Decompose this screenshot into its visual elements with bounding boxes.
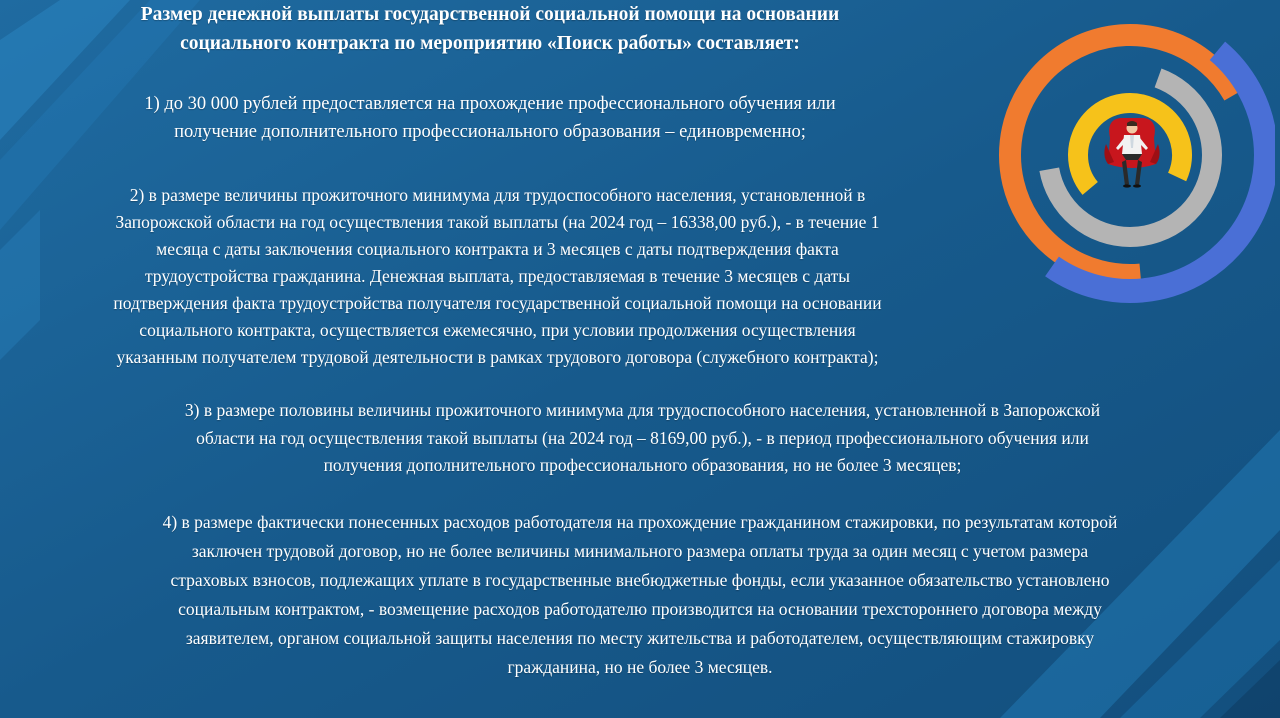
paragraph-line: трудоустройства гражданина. Денежная выплата, предоставляемая в течение 3 месяцев с даты (144, 266, 851, 286)
paragraph-item-1 (20, 90, 960, 146)
paragraph-line: Запорожской области на год осуществления такой выплаты (на 2024 год – 16338,00 руб.), - в течение 1 (115, 212, 880, 232)
paragraph-line: заключен трудовой договор, но не более величины минимального размера оплаты труда за один месяц с учетом размера (191, 541, 1089, 561)
paragraph-line: получения дополнительного профессионального образования, но не более 3 месяцев; (323, 455, 962, 475)
paragraph-item-3 (30, 397, 1255, 480)
paragraph-line: страховых взносов, подлежащих уплате в государственные внебюджетные фонды, если указанное обязательство установлено (170, 570, 1110, 590)
heading-line: социального контракта по мероприятию «Поиск работы» составляет: (180, 33, 800, 54)
paragraph-line: подтверждения факта трудоустройства получателя государственной социальной помощи на основании (113, 293, 882, 313)
paragraph-line: месяца с даты заключения социального контракта и 3 месяцев с даты подтверждения факта (156, 239, 839, 259)
logo (985, 10, 1275, 310)
paragraph-line: заявителем, органом социальной защиты населения по месту жительства и работодателем, осуществляющим стажировку (185, 628, 1095, 648)
paragraph-line: социальным контрактом, - возмещение расходов работодателю производится на основании трехстороннего договора между (178, 599, 1102, 619)
paragraph-line: 3) в размере половины величины прожиточного минимума для трудоспособного населения, установленной в Запорожской (184, 400, 1101, 420)
paragraph-line: указанным получателем трудовой деятельности в рамках трудового договора (служебного контракта); (116, 347, 879, 367)
paragraph-line: получение дополнительного профессионального образования – единовременно; (174, 122, 806, 142)
paragraph-line: 2) в размере величины прожиточного минимума для трудоспособного населения, установленной в (129, 185, 866, 205)
paragraph-item-4 (20, 508, 1260, 682)
paragraph-item-2 (10, 182, 985, 371)
paragraph-line: гражданина, но не более 3 месяцев. (507, 657, 773, 677)
paragraph-line: 4) в размере фактически понесенных расходов работодателя на прохождение гражданином стажировки, по результатам которой (162, 512, 1118, 532)
slide-heading (20, 0, 960, 58)
heading-line: Размер денежной выплаты государственной социальной помощи на основании (140, 4, 840, 25)
paragraph-line: социального контракта, осуществляется ежемесячно, при условии продолжения осуществления (139, 320, 856, 340)
paragraph-line: 1) до 30 000 рублей предоставляется на прохождение профессионального обучения или (144, 94, 836, 114)
paragraph-line: области на год осуществления такой выплаты (на 2024 год – 8169,00 руб.), - в период профессионального обучения или (196, 427, 1089, 448)
person-in-chair-icon (1104, 118, 1159, 188)
